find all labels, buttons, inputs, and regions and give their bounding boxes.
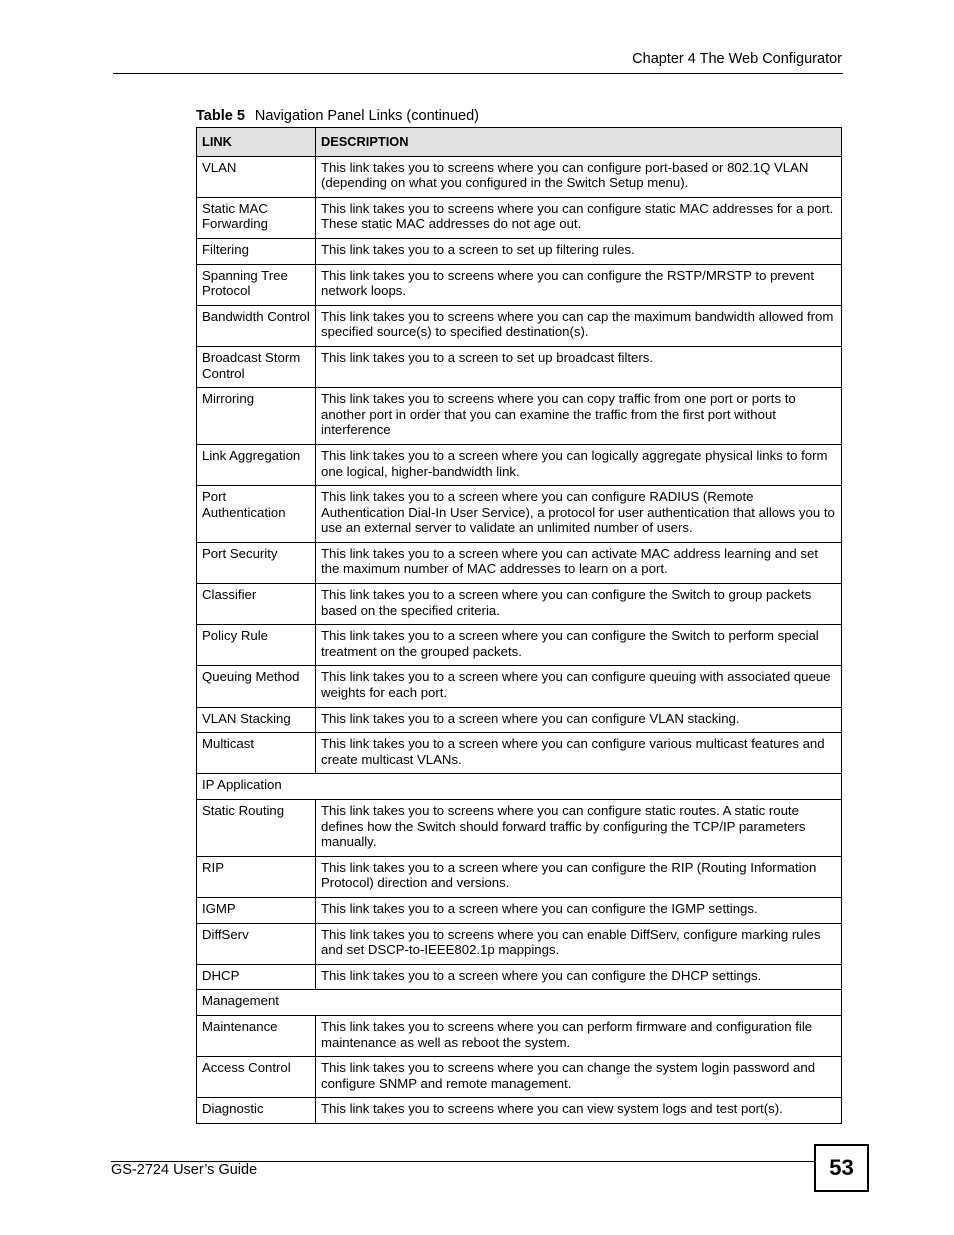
table-body [197, 156, 842, 1123]
link-cell: Multicast [197, 733, 316, 774]
link-cell: Diagnostic [197, 1098, 316, 1124]
table-row [197, 388, 842, 445]
link-cell: VLAN Stacking [197, 707, 316, 733]
link-cell: Static MAC Forwarding [197, 197, 316, 238]
header-divider [113, 73, 843, 74]
description-cell: This link takes you to a screen where you can activate MAC address learning and set the maximum number of MAC addresses to learn on a port. [316, 542, 842, 583]
description-cell: This link takes you to screens where you can cap the maximum bandwidth allowed from specified source(s) to specified destination(s). [316, 305, 842, 346]
table-row [197, 666, 842, 707]
link-cell: Policy Rule [197, 625, 316, 666]
link-cell: Port Authentication [197, 486, 316, 543]
description-cell: This link takes you to screens where you can enable DiffServ, configure marking rules and set DSCP-to-IEEE802.1p mappings. [316, 923, 842, 964]
description-cell: This link takes you to a screen where you can configure the Switch to perform special treatment on the grouped packets. [316, 625, 842, 666]
table-caption [196, 108, 479, 124]
table-row [197, 897, 842, 923]
table-section-row [197, 990, 842, 1016]
link-cell: Link Aggregation [197, 444, 316, 485]
link-cell: Spanning Tree Protocol [197, 264, 316, 305]
link-cell: RIP [197, 856, 316, 897]
description-cell: This link takes you to screens where you can copy traffic from one port or ports to another port in order that you can examine the traffic from the first port without interference [316, 388, 842, 445]
description-cell: This link takes you to a screen where you can configure the Switch to group packets based on the specified criteria. [316, 584, 842, 625]
link-cell: Static Routing [197, 800, 316, 857]
description-cell: This link takes you to screens where you can configure static routes. A static route defines how the Switch should forward traffic by configuring the TCP/IP parameters manually. [316, 800, 842, 857]
link-cell: Bandwidth Control [197, 305, 316, 346]
link-cell: DHCP [197, 964, 316, 990]
link-cell: Mirroring [197, 388, 316, 445]
table-row [197, 1098, 842, 1124]
description-cell: This link takes you to screens where you can configure the RSTP/MRSTP to prevent network loops. [316, 264, 842, 305]
description-cell: This link takes you to a screen where you can configure various multicast features and create multicast VLANs. [316, 733, 842, 774]
table-row [197, 444, 842, 485]
table-row [197, 197, 842, 238]
description-cell: This link takes you to screens where you can perform firmware and configuration file maintenance as well as reboot the system. [316, 1015, 842, 1056]
table-row [197, 856, 842, 897]
table-row [197, 584, 842, 625]
caption-title: Navigation Panel Links (continued) [254, 108, 479, 124]
description-cell: This link takes you to screens where you can configure port-based or 802.1Q VLAN (depending on what you configured in the Switch Setup menu). [316, 156, 842, 197]
link-cell: Broadcast Storm Control [197, 346, 316, 387]
link-cell: DiffServ [197, 923, 316, 964]
table-row [197, 964, 842, 990]
description-cell: This link takes you to screens where you can change the system login password and configure SNMP and remote management. [316, 1057, 842, 1098]
description-cell: This link takes you to a screen where you can configure the RIP (Routing Information Protocol) direction and versions. [316, 856, 842, 897]
link-cell: Queuing Method [197, 666, 316, 707]
link-cell: Port Security [197, 542, 316, 583]
description-cell: This link takes you to a screen where you can configure the IGMP settings. [316, 897, 842, 923]
chapter-header: Chapter 4 The Web Configurator [632, 51, 842, 67]
description-cell: This link takes you to screens where you can view system logs and test port(s). [316, 1098, 842, 1124]
link-cell: IGMP [197, 897, 316, 923]
table-section-row [197, 774, 842, 800]
column-header-description: DESCRIPTION [316, 128, 842, 157]
guide-title: GS-2724 User’s Guide [111, 1162, 258, 1178]
table-row [197, 486, 842, 543]
description-cell: This link takes you to a screen where you can configure queuing with associated queue weights for each port. [316, 666, 842, 707]
description-cell: This link takes you to a screen to set up broadcast filters. [316, 346, 842, 387]
description-cell: This link takes you to a screen where you can configure the DHCP settings. [316, 964, 842, 990]
table-row [197, 733, 842, 774]
description-cell: This link takes you to a screen where you can configure RADIUS (Remote Authentication Dial-In User Service), a protocol for user authentication that allows you to use an external server to validate an unlimited number of users. [316, 486, 842, 543]
description-cell: This link takes you to a screen where you can logically aggregate physical links to form one logical, higher-bandwidth link. [316, 444, 842, 485]
section-label: Management [197, 990, 842, 1016]
description-cell: This link takes you to screens where you can configure static MAC addresses for a port. These static MAC addresses do not age out. [316, 197, 842, 238]
description-cell: This link takes you to a screen to set up filtering rules. [316, 238, 842, 264]
table-row [197, 1015, 842, 1056]
caption-label: Table 5 [196, 108, 245, 124]
section-label: IP Application [197, 774, 842, 800]
table-row [197, 1057, 842, 1098]
table-row [197, 264, 842, 305]
navigation-links-table [196, 127, 842, 1124]
table-row [197, 800, 842, 857]
table-row [197, 156, 842, 197]
link-cell: VLAN [197, 156, 316, 197]
table-row [197, 923, 842, 964]
link-cell: Filtering [197, 238, 316, 264]
table-row [197, 542, 842, 583]
table-row [197, 238, 842, 264]
link-cell: Access Control [197, 1057, 316, 1098]
page-number: 53 [814, 1144, 869, 1192]
description-cell: This link takes you to a screen where you can configure VLAN stacking. [316, 707, 842, 733]
column-header-link: LINK [197, 128, 316, 157]
table-row [197, 346, 842, 387]
link-cell: Maintenance [197, 1015, 316, 1056]
link-cell: Classifier [197, 584, 316, 625]
table-row [197, 305, 842, 346]
table-row [197, 625, 842, 666]
table-row [197, 707, 842, 733]
table-header-row [197, 128, 842, 157]
